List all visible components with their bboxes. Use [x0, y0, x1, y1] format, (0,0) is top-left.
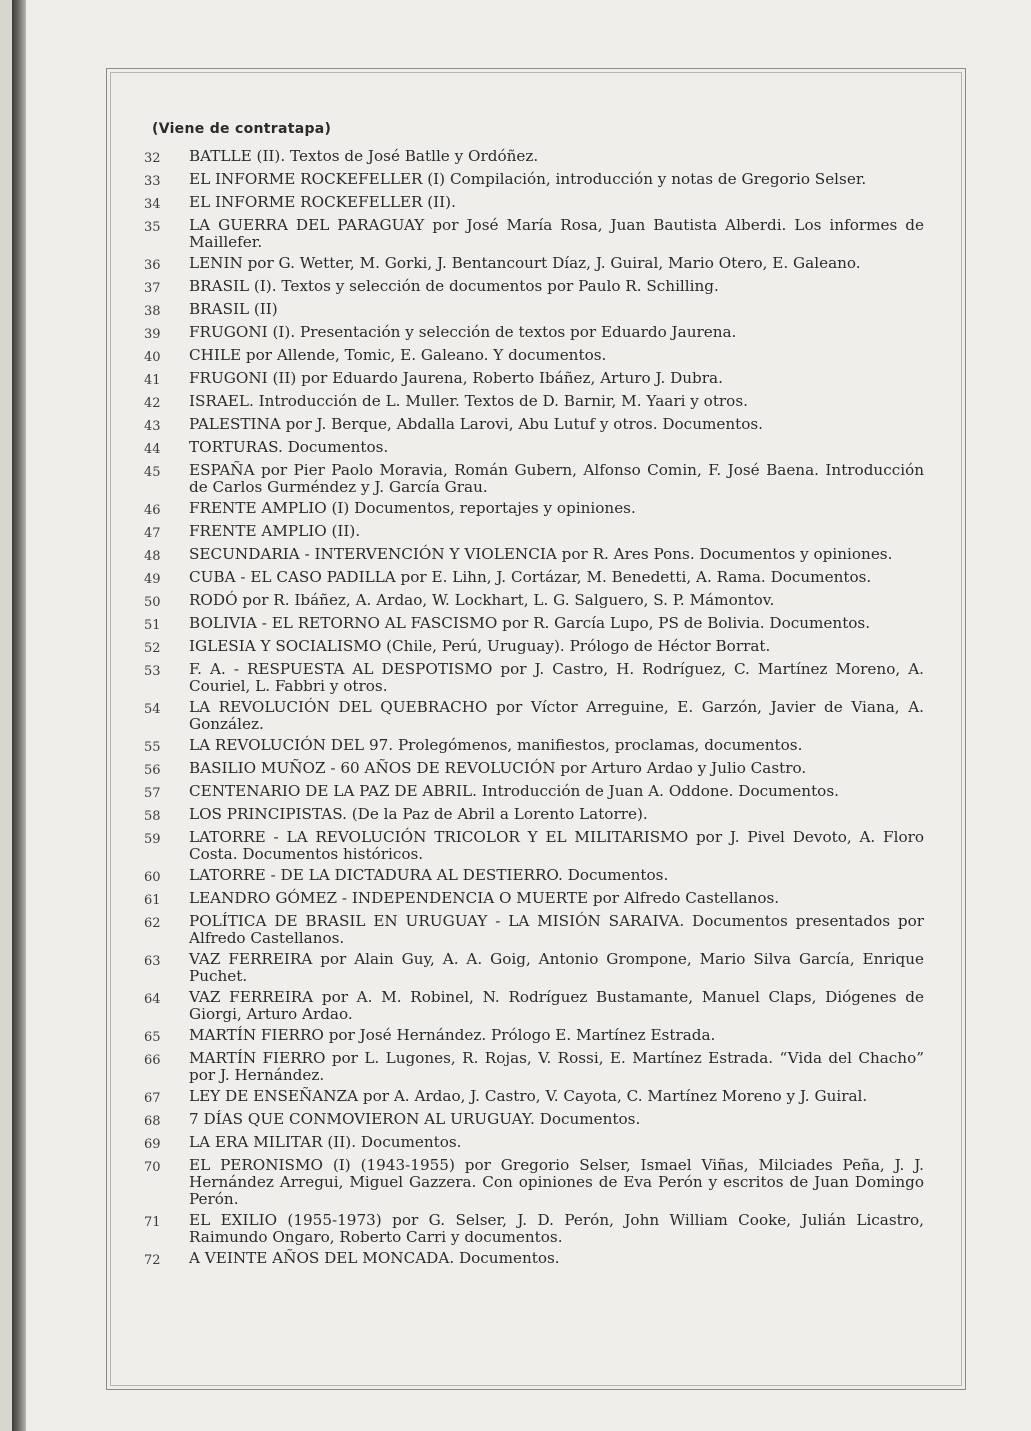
- continuation-heading: (Viene de contratapa): [152, 121, 332, 137]
- item-number: 39: [144, 327, 161, 342]
- list-item: [144, 500, 924, 519]
- item-number: 59: [144, 832, 161, 847]
- item-text: ESPAÑA por Pier Paolo Moravia, Román Gubern, Alfonso Comin, F. José Baena. Introducción de Carlos Gurméndez y J. García Grau.: [189, 461, 924, 496]
- list-item: [144, 1134, 924, 1153]
- item-number: 56: [144, 763, 161, 778]
- list-item: [144, 783, 924, 802]
- item-text: CHILE por Allende, Tomic, E. Galeano. Y documentos.: [189, 346, 607, 364]
- item-number: 64: [144, 992, 161, 1007]
- list-item: [144, 439, 924, 458]
- item-number: 34: [144, 197, 161, 212]
- item-text: EL EXILIO (1955-1973) por G. Selser, J. D. Perón, John William Cooke, Julián Licastro, Raimundo Ongaro, Roberto Carri y documentos.: [189, 1211, 924, 1246]
- item-number: 66: [144, 1053, 161, 1068]
- item-text: VAZ FERREIRA por Alain Guy, A. A. Goig, Antonio Grompone, Mario Silva García, Enrique Puchet.: [189, 950, 924, 985]
- item-text: LATORRE - DE LA DICTADURA AL DESTIERRO. Documentos.: [189, 866, 669, 884]
- list-item: [144, 324, 924, 343]
- item-number: 49: [144, 572, 161, 587]
- item-number: 42: [144, 396, 161, 411]
- list-item: [144, 217, 924, 251]
- list-item: [144, 951, 924, 985]
- item-text: LEANDRO GÓMEZ - INDEPENDENCIA O MUERTE por Alfredo Castellanos.: [189, 889, 780, 907]
- item-text: BATLLE (II). Textos de José Batlle y Ordóñez.: [189, 147, 539, 165]
- list-item: [144, 546, 924, 565]
- list-item: [144, 989, 924, 1023]
- item-text: VAZ FERREIRA por A. M. Robinel, N. Rodríguez Bustamante, Manuel Claps, Diógenes de Giorgi, Arturo Ardao.: [189, 988, 924, 1023]
- item-number: 52: [144, 641, 161, 656]
- item-text: PALESTINA por J. Berque, Abdalla Larovi, Abu Lutuf y otros. Documentos.: [189, 415, 764, 433]
- item-text: F. A. - RESPUESTA AL DESPOTISMO por J. Castro, H. Rodríguez, C. Martínez Moreno, A. Couriel, L. Fabbri y otros.: [189, 660, 924, 695]
- list-item: [144, 699, 924, 733]
- publication-list: [144, 148, 924, 1273]
- list-item: [144, 913, 924, 947]
- list-item: [144, 1027, 924, 1046]
- item-text: FRUGONI (II) por Eduardo Jaurena, Roberto Ibáñez, Arturo J. Dubra.: [189, 369, 723, 387]
- list-item: [144, 1250, 924, 1269]
- item-text: LEY DE ENSEÑANZA por A. Ardao, J. Castro, V. Cayota, C. Martínez Moreno y J. Guiral.: [189, 1087, 868, 1105]
- list-item: [144, 615, 924, 634]
- item-text: CUBA - EL CASO PADILLA por E. Lihn, J. Cortázar, M. Benedetti, A. Rama. Documentos.: [189, 568, 872, 586]
- list-item: [144, 1212, 924, 1246]
- item-text: LENIN por G. Wetter, M. Gorki, J. Bentancourt Díaz, J. Guiral, Mario Otero, E. Galeano.: [189, 254, 861, 272]
- list-item: [144, 1157, 924, 1208]
- document-page: [12, 0, 1031, 1431]
- item-number: 41: [144, 373, 161, 388]
- item-text: FRENTE AMPLIO (II).: [189, 522, 361, 540]
- item-number: 37: [144, 281, 161, 296]
- item-text: EL INFORME ROCKEFELLER (II).: [189, 193, 456, 211]
- item-number: 54: [144, 702, 161, 717]
- item-number: 69: [144, 1137, 161, 1152]
- list-item: [144, 523, 924, 542]
- item-number: 44: [144, 442, 161, 457]
- item-text: 7 DÍAS QUE CONMOVIERON AL URUGUAY. Documentos.: [189, 1110, 641, 1128]
- list-item: [144, 760, 924, 779]
- item-number: 40: [144, 350, 161, 365]
- list-item: [144, 829, 924, 863]
- item-text: LOS PRINCIPISTAS. (De la Paz de Abril a Lorento Latorre).: [189, 805, 648, 823]
- item-number: 71: [144, 1215, 161, 1230]
- list-item: [144, 638, 924, 657]
- list-item: [144, 1050, 924, 1084]
- item-text: FRENTE AMPLIO (I) Documentos, reportajes y opiniones.: [189, 499, 636, 517]
- item-number: 33: [144, 174, 161, 189]
- item-text: BRASIL (I). Textos y selección de documentos por Paulo R. Schilling.: [189, 277, 719, 295]
- item-number: 43: [144, 419, 161, 434]
- list-item: [144, 171, 924, 190]
- item-text: ISRAEL. Introducción de L. Muller. Textos de D. Barnir, M. Yaari y otros.: [189, 392, 748, 410]
- list-item: [144, 592, 924, 611]
- list-item: [144, 806, 924, 825]
- item-number: 72: [144, 1253, 161, 1268]
- list-item: [144, 1111, 924, 1130]
- item-text: FRUGONI (I). Presentación y selección de textos por Eduardo Jaurena.: [189, 323, 737, 341]
- item-number: 62: [144, 916, 161, 931]
- item-number: 61: [144, 893, 161, 908]
- item-text: BASILIO MUÑOZ - 60 AÑOS DE REVOLUCIÓN por Arturo Ardao y Julio Castro.: [189, 759, 807, 777]
- list-item: [144, 867, 924, 886]
- list-item: [144, 462, 924, 496]
- list-item: [144, 194, 924, 213]
- item-number: 51: [144, 618, 161, 633]
- item-number: 36: [144, 258, 161, 273]
- item-text: EL PERONISMO (I) (1943-1955) por Gregorio Selser, Ismael Viñas, Milciades Peña, J. J. Hernández Arregui, Miguel Gazzera. Con opiniones de Eva Perón y escritos de Juan Domingo Perón.: [189, 1156, 924, 1208]
- list-item: [144, 890, 924, 909]
- list-item: [144, 278, 924, 297]
- list-item: [144, 347, 924, 366]
- item-text: IGLESIA Y SOCIALISMO (Chile, Perú, Uruguay). Prólogo de Héctor Borrat.: [189, 637, 771, 655]
- item-number: 46: [144, 503, 161, 518]
- item-number: 58: [144, 809, 161, 824]
- list-item: [144, 370, 924, 389]
- item-number: 32: [144, 151, 161, 166]
- list-item: [144, 1088, 924, 1107]
- list-item: [144, 416, 924, 435]
- item-number: 47: [144, 526, 161, 541]
- list-item: [144, 393, 924, 412]
- item-number: 60: [144, 870, 161, 885]
- item-number: 35: [144, 220, 161, 235]
- item-number: 55: [144, 740, 161, 755]
- item-text: LA REVOLUCIÓN DEL 97. Prolegómenos, manifiestos, proclamas, documentos.: [189, 736, 803, 754]
- item-text: BOLIVIA - EL RETORNO AL FASCISMO por R. García Lupo, PS de Bolivia. Documentos.: [189, 614, 871, 632]
- item-number: 45: [144, 465, 161, 480]
- list-item: [144, 255, 924, 274]
- item-number: 63: [144, 954, 161, 969]
- item-text: LA GUERRA DEL PARAGUAY por José María Rosa, Juan Bautista Alberdi. Los informes de Maillefer.: [189, 216, 924, 251]
- list-item: [144, 569, 924, 588]
- item-text: POLÍTICA DE BRASIL EN URUGUAY - LA MISIÓN SARAIVA. Documentos presentados por Alfredo Castellanos.: [189, 912, 924, 947]
- item-text: A VEINTE AÑOS DEL MONCADA. Documentos.: [189, 1249, 560, 1267]
- item-text: LATORRE - LA REVOLUCIÓN TRICOLOR Y EL MILITARISMO por J. Pivel Devoto, A. Floro Costa. Documentos históricos.: [189, 828, 924, 863]
- list-item: [144, 661, 924, 695]
- item-number: 48: [144, 549, 161, 564]
- item-text: TORTURAS. Documentos.: [189, 438, 389, 456]
- item-text: LA ERA MILITAR (II). Documentos.: [189, 1133, 462, 1151]
- item-number: 68: [144, 1114, 161, 1129]
- item-number: 53: [144, 664, 161, 679]
- item-text: RODÓ por R. Ibáñez, A. Ardao, W. Lockhart, L. G. Salguero, S. P. Mámontov.: [189, 591, 775, 609]
- list-item: [144, 148, 924, 167]
- item-number: 50: [144, 595, 161, 610]
- item-text: EL INFORME ROCKEFELLER (I) Compilación, introducción y notas de Gregorio Selser.: [189, 170, 867, 188]
- item-number: 57: [144, 786, 161, 801]
- item-number: 70: [144, 1160, 161, 1175]
- item-number: 65: [144, 1030, 161, 1045]
- item-number: 38: [144, 304, 161, 319]
- item-text: MARTÍN FIERRO por L. Lugones, R. Rojas, V. Rossi, E. Martínez Estrada. “Vida del Chacho” por J. Hernández.: [189, 1049, 924, 1084]
- item-number: 67: [144, 1091, 161, 1106]
- item-text: BRASIL (II): [189, 300, 278, 318]
- item-text: LA REVOLUCIÓN DEL QUEBRACHO por Víctor Arreguine, E. Garzón, Javier de Viana, A. González.: [189, 698, 924, 733]
- item-text: CENTENARIO DE LA PAZ DE ABRIL. Introducción de Juan A. Oddone. Documentos.: [189, 782, 839, 800]
- list-item: [144, 301, 924, 320]
- list-item: [144, 737, 924, 756]
- item-text: MARTÍN FIERRO por José Hernández. Prólogo E. Martínez Estrada.: [189, 1026, 716, 1044]
- page-binding-edge: [12, 0, 26, 1431]
- item-text: SECUNDARIA - INTERVENCIÓN Y VIOLENCIA por R. Ares Pons. Documentos y opiniones.: [189, 545, 893, 563]
